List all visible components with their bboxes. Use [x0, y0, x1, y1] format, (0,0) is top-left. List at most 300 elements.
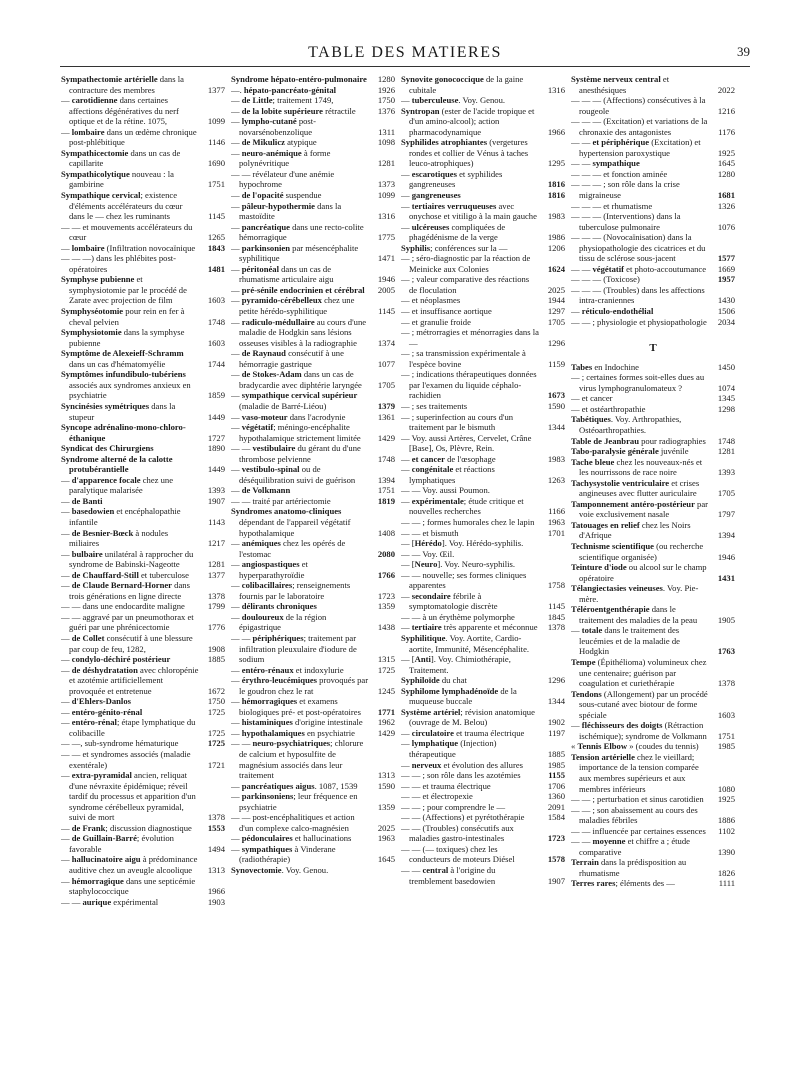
entry-text: Système nerveux central et anesthésiques: [571, 74, 670, 95]
entry-text: — neuro-anémique à forme polynévritique: [231, 147, 331, 169]
index-entry: [61, 833, 225, 854]
entry-page-number: 1859: [207, 390, 225, 401]
index-entry: [401, 201, 565, 222]
index-entry: [231, 169, 395, 190]
entry-text: — — et périphérique (Excitation) et hypertension paroxystique: [571, 137, 701, 158]
entry-page-number: 1577: [717, 253, 735, 264]
index-entry: [401, 675, 565, 686]
index-entry: [571, 878, 735, 889]
index-entry: [571, 836, 735, 857]
entry-text: — de Claude Bernard-Horner dans trois générations en ligne directe: [61, 580, 190, 601]
index-entry: [61, 506, 225, 527]
index-entry: [571, 201, 735, 212]
entry-page-number: 1826: [717, 867, 735, 878]
entry-text: — — ; perturbation et sinus carotidien: [571, 794, 704, 805]
index-entry: [401, 770, 565, 781]
entry-page-number: 1074: [717, 382, 735, 393]
entry-page-number: 1816: [547, 190, 565, 201]
entry-page-number: 1690: [207, 158, 225, 169]
entry-text: — tertiaire très apparente et méconnue: [401, 622, 538, 633]
entry-text: Synovite gonococcique de la gaine cubitale: [401, 74, 524, 95]
index-entry: [401, 591, 565, 612]
entry-page-number: 1296: [547, 675, 565, 686]
entry-text: — — ; physiologie et physiopathologie: [571, 316, 707, 327]
entry-text: — secondaire fébrile à symptomatologie discrète: [401, 590, 498, 612]
entry-page-number: 1966: [547, 126, 565, 137]
index-entry: [571, 720, 735, 741]
entry-page-number: 1494: [207, 843, 225, 854]
entry-text: Symptômes infundibulo-tubériens associés aux syndromes anxieux en psychiatrie: [61, 369, 191, 401]
index-entry: [401, 327, 565, 348]
entry-page-number: 1376: [377, 105, 395, 116]
entry-page-number: 1206: [547, 242, 565, 253]
index-entry: [571, 457, 735, 478]
entry-text: — entéro-rénaux et indoxylurie: [231, 664, 344, 675]
entry-text: — lombaire dans un œdème chronique post-phlébitique: [61, 126, 197, 148]
entry-text: — ; superinfection au cours d'un traitement par le bismuth: [401, 411, 514, 433]
index-column-3: [401, 74, 565, 1074]
entry-page-number: 1280: [377, 74, 395, 84]
entry-page-number: 1280: [717, 168, 735, 179]
entry-page-number: 1111: [718, 878, 735, 889]
index-entry: [571, 169, 735, 180]
entry-page-number: 1946: [717, 551, 735, 562]
index-entry: [571, 306, 735, 317]
entry-page-number: 1721: [207, 759, 225, 770]
entry-text: — — aggravé par un pneumothorax et guéri par une phrénicectomie: [61, 611, 194, 633]
entry-page-number: 1669: [717, 263, 735, 274]
index-entry: [231, 317, 395, 349]
entry-page-number: 1316: [377, 211, 395, 222]
entry-page-number: 1176: [718, 126, 735, 137]
entry-text: — péritonéal dans un cas de rhumatisme articulaire aigu: [231, 263, 334, 285]
entry-text: — extra-pyramidal ancien, reliquat d'une névraxite épidémique; réveil tardif du processus et apparition d'un syndrome cérébelleux pyramidal, suivi de mort: [61, 770, 196, 823]
entry-text: — délirants chroniques: [231, 601, 317, 612]
index-entry: [231, 601, 395, 612]
entry-page-number: 1886: [717, 815, 735, 826]
entry-page-number: 1377: [207, 569, 225, 580]
index-entry: [61, 475, 225, 496]
entry-text: Symphysiotomie dans la symphyse pubienne: [61, 327, 185, 348]
index-entry: [61, 897, 225, 908]
index-entry: [231, 580, 395, 601]
entry-page-number: 1506: [717, 306, 735, 317]
index-entry: [571, 625, 735, 657]
index-entry: [401, 812, 565, 823]
index-entry: [571, 689, 735, 721]
entry-text: Symphyséotomie pour rein en fer à cheval pelvien: [61, 306, 185, 327]
entry-text: — — vestibulaire du gérant du d'une thrombose pelvienne: [231, 443, 361, 464]
entry-text: — de Little; traitement 1749,: [231, 95, 334, 106]
index-entry: [401, 528, 565, 539]
entry-page-number: 1080: [717, 783, 735, 794]
entry-page-number: 1624: [547, 263, 565, 274]
index-entry: [571, 362, 735, 373]
index-entry: [231, 633, 395, 665]
index-entry: [401, 253, 565, 274]
index-entry: [61, 454, 225, 475]
entry-page-number: 1393: [717, 467, 735, 478]
index-entry: [231, 464, 395, 485]
index-entry: [401, 243, 565, 254]
index-entry: [401, 802, 565, 813]
entry-text: — — — et fonction aminée: [571, 168, 668, 179]
entry-text: — de l'opacité suspendue: [231, 190, 322, 201]
index-entry: [571, 116, 735, 137]
entry-page-number: 1394: [377, 474, 395, 485]
entry-text: — érythro-leucémiques provoqués par le goudron chez le rat: [231, 675, 369, 696]
index-entry: [231, 443, 395, 464]
entry-text: — — — et rhumatisme: [571, 200, 653, 211]
entry-text: Tachysystolie ventriculaire et crises angineuses avec flutter auriculaire: [571, 477, 700, 499]
index-entry: [401, 106, 565, 138]
entry-page-number: 1408: [377, 527, 395, 538]
index-entry: [231, 791, 395, 812]
entry-page-number: 1143: [208, 516, 225, 527]
entry-text: — de Banti: [61, 495, 103, 506]
entry-text: Syndromes anatomo-cliniques dépendant de l'appareil végétatif hypothalamique: [231, 506, 351, 538]
entry-page-number: 1360: [547, 791, 565, 802]
entry-text: — ulcéreuses compliquées de phagédénisme de la verge: [401, 221, 506, 243]
index-entry: [571, 541, 735, 562]
entry-text: — — — (Troubles) dans les affections intra-craniennes: [571, 284, 705, 306]
index-entry: [231, 116, 395, 137]
index-entry: [401, 95, 565, 106]
entry-page-number: 1315: [377, 654, 395, 665]
index-entry: [231, 148, 395, 169]
index-entry: [401, 686, 565, 707]
entry-text: — colibacillaires; renseignements fournis par le laboratoire: [231, 580, 351, 601]
entry-page-number: 1359: [377, 601, 395, 612]
entry-text: — ; ses traitements: [401, 400, 468, 411]
entry-text: — de Mikulicz atypique: [231, 137, 317, 148]
index-entry: [231, 243, 395, 264]
index-entry: [231, 369, 395, 390]
entry-page-number: 1145: [208, 211, 225, 222]
entry-page-number: 1946: [377, 274, 395, 285]
entry-page-number: 1983: [547, 211, 565, 222]
index-entry: [571, 137, 735, 158]
index-entry: [571, 404, 735, 415]
entry-text: —. hépato-pancréato-génital: [231, 84, 337, 95]
index-entry: [571, 583, 735, 604]
index-entry: [571, 520, 735, 541]
entry-page-number: 1701: [547, 527, 565, 538]
index-entry: [61, 95, 225, 127]
index-entry: [401, 485, 565, 496]
entry-text: Tabétiques. Voy. Arthropathies, Ostéoarthropathies.: [571, 414, 682, 435]
entry-text: — circulatoire et trauma électrique: [401, 727, 525, 738]
entry-text: — entéro-génito-rénal: [61, 706, 143, 717]
entry-page-number: 1744: [207, 358, 225, 369]
index-entry: [61, 749, 225, 770]
entry-text: Syphilitique. Voy. Aortite, Cardio-aortite, Immunité, Mésencéphalite.: [401, 632, 530, 654]
entry-text: Sympathicectomie dans un cas de capillarite: [61, 147, 181, 169]
entry-text: — de Raynaud consécutif à une hémorragie gastrique: [231, 348, 344, 369]
index-entry: [571, 604, 735, 625]
entry-page-number: 1438: [377, 622, 395, 633]
entry-page-number: 1725: [207, 727, 225, 738]
index-entry: [61, 707, 225, 718]
entry-text: — hémorragiques et examens biologiques pré- et post-opératoires: [231, 696, 361, 717]
index-entry: [231, 675, 395, 696]
index-entry: [61, 222, 225, 243]
entry-text: — — neuro-psychiatriques; chlorure de calcium et hyposulfite de magnésium associés dans leur traitement: [231, 738, 364, 781]
entry-page-number: 1311: [378, 126, 395, 137]
entry-text: — radiculo-médullaire au cours d'une maladie de Hodgkin sans lésions osseuses visibles à la radiographie: [231, 316, 367, 348]
index-entry: [231, 190, 395, 201]
entry-text: — végétatif; méningo-encéphalite hypothalamique strictement limitée: [231, 422, 361, 443]
index-entry: [231, 506, 395, 538]
entry-page-number: 1326: [717, 200, 735, 211]
index-entry: [571, 232, 735, 264]
entry-page-number: 1265: [207, 232, 225, 243]
index-entry: [231, 74, 395, 85]
entry-text: — lombaire (Infiltration novocaïnique: [61, 242, 196, 253]
index-entry: [231, 781, 395, 792]
index-entry: [571, 372, 735, 393]
entry-page-number: 1645: [717, 158, 735, 169]
entry-text: Système artériel; révision anatomique (ouvrage de M. Belou): [401, 706, 535, 728]
entry-text: — — —) dans les phlébites post-opératoires: [61, 253, 177, 274]
entry-text: Tendons (Allongement) par un procédé sous-cutané avec biotour de forme spéciale: [571, 688, 708, 720]
entry-page-number: 1907: [207, 495, 225, 506]
entry-page-number: 1985: [717, 741, 735, 752]
entry-page-number: 1379: [377, 400, 395, 411]
index-entry: [571, 274, 735, 285]
entry-text: — basedowien et encéphalopathie infantile: [61, 506, 181, 527]
entry-page-number: 1281: [377, 158, 395, 169]
entry-page-number: 1985: [547, 759, 565, 770]
index-entry: [401, 412, 565, 433]
entry-text: — de déshydratation avec chloropénie et azotémie artificiellement provoquée et entretenue: [61, 664, 199, 696]
entry-text: — de Besnier-Bœck à nodules miliaires: [61, 527, 169, 549]
entry-page-number: 1344: [547, 696, 565, 707]
entry-page-number: 1481: [207, 263, 225, 274]
entry-text: — angiospastiques et hyperparathyroïdie: [231, 559, 308, 580]
index-column-1: [61, 74, 225, 1074]
entry-page-number: 1723: [547, 833, 565, 844]
entry-page-number: 1099: [207, 116, 225, 127]
entry-page-number: 1705: [717, 488, 735, 499]
index-entry: [401, 791, 565, 802]
entry-page-number: 1296: [547, 337, 565, 348]
entry-text: — ; sa transmission expérimentale à l'espèce bovine: [401, 348, 526, 369]
entry-text: — — nouvelle; ses formes cliniques apparentes: [401, 569, 527, 591]
entry-page-number: 1394: [717, 530, 735, 541]
entry-page-number: 1361: [377, 411, 395, 422]
entry-page-number: 1390: [717, 846, 735, 857]
entry-page-number: 1771: [377, 706, 395, 717]
entry-page-number: 2025: [377, 822, 395, 833]
entry-text: — — sympathique: [571, 158, 640, 169]
entry-text: — gangreneuses: [401, 190, 461, 201]
page-title: TABLE DES MATIERES: [308, 44, 502, 61]
entry-text: — — Voy. aussi Poumon.: [401, 485, 490, 496]
index-entry: [231, 559, 395, 580]
index-entry: [401, 781, 565, 792]
entry-text: — — périphériques; traitement par infiltration pleuxulaire d'iodure de sodium: [231, 632, 357, 665]
entry-text: Syphiloïde du chat: [401, 675, 467, 686]
entry-text: — — (Troubles) consécutifs aux maladies gastro-intestinales: [401, 822, 514, 844]
index-entry: [61, 696, 225, 707]
index-entry: [231, 865, 395, 876]
entry-page-number: 1603: [207, 295, 225, 306]
entry-page-number: 1590: [377, 780, 395, 791]
entry-page-number: 1725: [377, 664, 395, 675]
index-entry: [231, 717, 395, 728]
entry-text: — ; valeur comparative des réactions de floculation: [401, 274, 530, 295]
entry-text: Teinture d'iode ou alcool sur le champ opératoire: [571, 562, 707, 583]
entry-page-number: 1197: [548, 727, 565, 738]
entry-text: — — central à l'origine du tremblement basedowien: [401, 865, 496, 886]
entry-text: — — et syndromes associés (maladie exentérale): [61, 749, 191, 770]
entry-text: — douloureux de la région épigastrique: [231, 611, 327, 633]
entry-page-number: 1393: [207, 485, 225, 496]
index-entry: [61, 770, 225, 823]
index-entry: [401, 433, 565, 454]
entry-text: — — — (Interventions) dans la tuberculose pulmonaire: [571, 211, 681, 232]
entry-page-number: 1705: [377, 379, 395, 390]
entry-text: Symphyse pubienne et symphysiotomie par le procédé de Zarate avec projection de film: [61, 274, 187, 306]
entry-page-number: 1902: [547, 717, 565, 728]
index-entry: [231, 222, 395, 243]
entry-page-number: 1584: [547, 812, 565, 823]
entry-text: Tache bleue chez les nouveaux-nés et les nourrissons de race noire: [571, 456, 703, 478]
index-entry: [401, 707, 565, 728]
index-entry: [61, 665, 225, 697]
index-entry: [571, 562, 735, 583]
entry-page-number: 1099: [377, 190, 395, 201]
entry-text: — parkinsonien par mésencéphalite syphilitique: [231, 242, 359, 264]
entry-text: — — dans une endocardite maligne: [61, 601, 185, 612]
entry-text: Terrain dans la prédisposition au rhumatisme: [571, 857, 687, 878]
index-entry: [61, 633, 225, 654]
entry-text: — pancréatiques aigus. 1087, 1539: [231, 780, 358, 791]
entry-page-number: 1963: [377, 833, 395, 844]
index-entry: [401, 464, 565, 485]
entry-page-number: 1706: [547, 780, 565, 791]
entry-page-number: 1603: [717, 709, 735, 720]
entry-text: Table de Jeanbrau pour radiographies: [571, 435, 706, 446]
entry-page-number: 1816: [547, 179, 565, 190]
entry-text: — ; indications thérapeutiques données par l'examen du liquide céphalo-rachidien: [401, 369, 537, 401]
index-entry: [401, 274, 565, 295]
entry-text: — — et électropexie: [401, 791, 473, 802]
entry-text: — de Stokes-Adam dans un cas de bradycardie avec diphtérie laryngée: [231, 369, 362, 390]
entry-page-number: 1603: [207, 337, 225, 348]
entry-page-number: 1449: [207, 464, 225, 475]
entry-page-number: 1843: [207, 242, 225, 253]
entry-page-number: 1926: [377, 84, 395, 95]
index-entry: [231, 95, 395, 106]
entry-text: — [Anti]. Voy. Chimiothérapie, Traitement.: [401, 654, 511, 675]
entry-text: — [Neuro]. Voy. Neuro-syphilis.: [401, 559, 516, 570]
index-entry: [61, 148, 225, 169]
index-entry: [401, 654, 565, 675]
entry-page-number: 1245: [377, 685, 395, 696]
index-entry: [61, 401, 225, 422]
entry-text: — parkinsoniens; leur fréquence en psychiatrie: [231, 791, 358, 812]
index-entry: [61, 612, 225, 633]
entry-text: — carotidienne dans certaines affections dégénératives du nerf optique et de la rétine. 1075,: [61, 95, 179, 127]
entry-page-number: 1281: [207, 559, 225, 570]
entry-page-number: 1925: [717, 794, 735, 805]
entry-text: Syndrome hépato-entéro-pulmonaire: [231, 74, 367, 84]
entry-page-number: 1766: [377, 569, 395, 580]
index-entry: [231, 264, 395, 285]
index-entry: [571, 436, 735, 447]
entry-page-number: 1298: [717, 403, 735, 414]
entry-page-number: 1076: [717, 221, 735, 232]
index-entry: [231, 728, 395, 739]
entry-page-number: 1578: [547, 854, 565, 865]
entry-text: — — (— toxiques) chez les conducteurs de moteurs Diésel: [401, 843, 515, 865]
index-entry: [231, 348, 395, 369]
entry-page-number: 1903: [207, 896, 225, 907]
entry-text: — pédonculaires et hallucinations: [231, 833, 352, 844]
entry-page-number: 2091: [547, 801, 565, 812]
entry-text: — —, sub-syndrome hématurique: [61, 738, 179, 749]
index-entry: [61, 306, 225, 327]
entry-text: — fléchisseurs des doigts (Rétraction ischémique); syndrome de Volkmann: [571, 720, 707, 741]
index-entry: [61, 876, 225, 897]
index-entry: [401, 169, 565, 190]
entry-page-number: 1166: [548, 506, 565, 517]
entry-text: — sympathiques à Vinderane (radiothérapie): [231, 843, 336, 865]
index-entry: [401, 559, 565, 570]
entry-page-number: 1553: [207, 822, 225, 833]
entry-page-number: 1983: [547, 453, 565, 464]
entry-page-number: 2022: [717, 84, 735, 95]
index-entry: [231, 696, 395, 717]
entry-page-number: 1748: [377, 453, 395, 464]
entry-text: — réticulo-endothélial: [571, 306, 654, 317]
index-entry: [571, 805, 735, 826]
entry-page-number: 1758: [547, 580, 565, 591]
entry-text: Syphilome lymphadénoïde de la muqueuse buccale: [401, 685, 517, 707]
entry-text: — entéro-rénal; étape lymphatique du colibacille: [61, 717, 196, 738]
entry-page-number: 1885: [547, 749, 565, 759]
entry-page-number: 1845: [547, 611, 565, 622]
entry-text: Syphilis; conférences sur la —: [401, 242, 508, 253]
entry-text: Tabes en Indochine: [571, 361, 639, 372]
index-entry: [401, 496, 565, 517]
entry-page-number: 1373: [377, 179, 395, 190]
index-entry: [231, 422, 395, 443]
entry-text: — pancréatique dans une recto-colite hémorragique: [231, 221, 364, 243]
entry-text: — — influencée par certaines essences: [571, 825, 706, 836]
entry-text: — congénitale et réactions lymphatiques: [401, 464, 495, 485]
entry-page-number: 1751: [377, 485, 395, 496]
entry-text: — de Chauffard-Still et tuberculose: [61, 569, 189, 580]
entry-page-number: 1799: [207, 601, 225, 612]
entry-page-number: 2080: [377, 548, 395, 559]
index-entry: [231, 412, 395, 423]
entry-text: Synovectomie. Voy. Genou.: [231, 865, 329, 876]
entry-text: — — — ; son rôle dans la crise migraineuse: [571, 179, 680, 201]
entry-text: — ; séro-diagnostic par la réaction de Meinicke aux Colonies: [401, 253, 531, 274]
index-entry: [61, 169, 225, 190]
entry-text: — — (Affections) et pyrétothérapie: [401, 812, 525, 823]
entry-text: Syphilides atrophiantes (vergetures rondes et collier de Vénus à taches leuco-atrophiques): [401, 137, 529, 169]
index-entry: [571, 95, 735, 116]
index-entry: [401, 612, 565, 623]
index-entry: [61, 422, 225, 443]
index-entry: [61, 580, 225, 601]
entry-page-number: 1776: [207, 622, 225, 633]
index-entry: [231, 496, 395, 507]
